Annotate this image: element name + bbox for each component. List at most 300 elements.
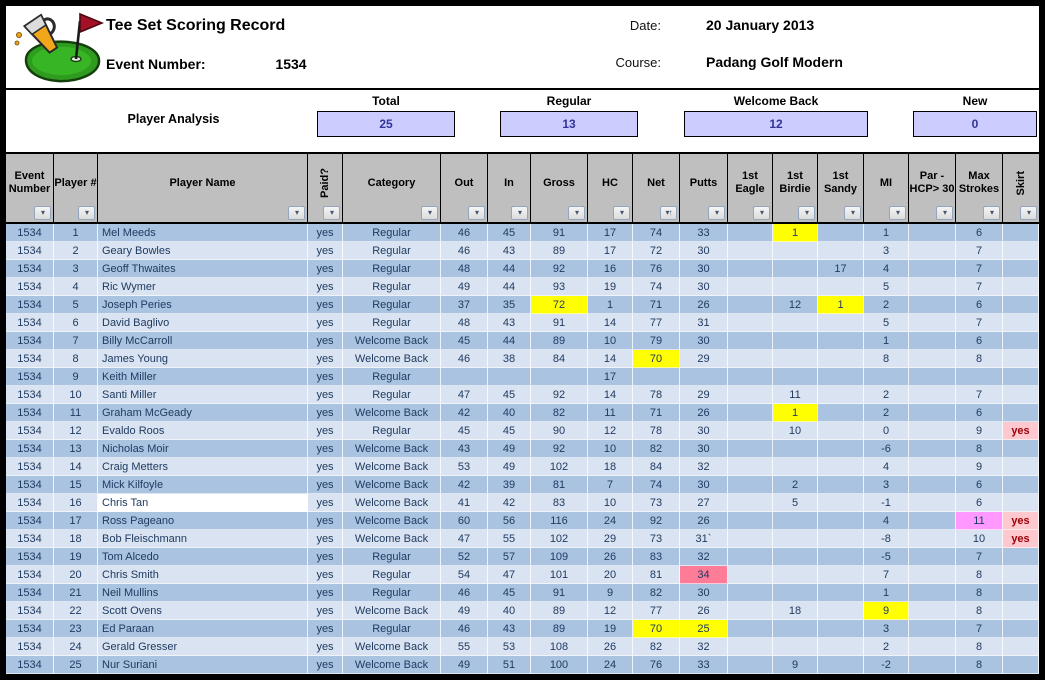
cell-parhcp[interactable] bbox=[909, 368, 956, 386]
cell-paid[interactable]: yes bbox=[308, 224, 343, 242]
cell-net[interactable]: 71 bbox=[633, 296, 680, 314]
cell-birdie[interactable] bbox=[773, 620, 818, 638]
cell-skirt[interactable] bbox=[1003, 440, 1039, 458]
cell-cat[interactable]: Regular bbox=[343, 242, 441, 260]
cell-net[interactable]: 82 bbox=[633, 638, 680, 656]
cell-cat[interactable]: Welcome Back bbox=[343, 530, 441, 548]
cell-hc[interactable]: 16 bbox=[588, 260, 633, 278]
cell-cat[interactable]: Regular bbox=[343, 224, 441, 242]
cell-in[interactable]: 38 bbox=[488, 350, 531, 368]
cell-birdie[interactable]: 18 bbox=[773, 602, 818, 620]
cell-birdie[interactable]: 11 bbox=[773, 386, 818, 404]
cell-max[interactable]: 7 bbox=[956, 260, 1003, 278]
cell-paid[interactable]: yes bbox=[308, 566, 343, 584]
cell-cat[interactable]: Welcome Back bbox=[343, 638, 441, 656]
cell-sandy[interactable] bbox=[818, 476, 864, 494]
cell-mi[interactable]: 9 bbox=[864, 602, 909, 620]
cell-gross[interactable]: 83 bbox=[531, 494, 588, 512]
cell-mi[interactable]: 2 bbox=[864, 638, 909, 656]
cell-mi[interactable]: -8 bbox=[864, 530, 909, 548]
cell-putts[interactable]: 29 bbox=[680, 386, 728, 404]
cell-paid[interactable]: yes bbox=[308, 404, 343, 422]
cell-event[interactable]: 1534 bbox=[6, 602, 54, 620]
cell-mi[interactable]: 4 bbox=[864, 260, 909, 278]
cell-mi[interactable]: 7 bbox=[864, 566, 909, 584]
cell-event[interactable]: 1534 bbox=[6, 242, 54, 260]
cell-eagle[interactable] bbox=[728, 620, 773, 638]
cell-mi[interactable]: 3 bbox=[864, 620, 909, 638]
cell-out[interactable]: 41 bbox=[441, 494, 488, 512]
cell-paid[interactable]: yes bbox=[308, 602, 343, 620]
cell-num[interactable]: 13 bbox=[54, 440, 98, 458]
cell-paid[interactable]: yes bbox=[308, 386, 343, 404]
cell-sandy[interactable] bbox=[818, 350, 864, 368]
cell-sandy[interactable] bbox=[818, 368, 864, 386]
cell-net[interactable] bbox=[633, 368, 680, 386]
course-value[interactable]: Padang Golf Modern bbox=[706, 54, 843, 70]
cell-out[interactable]: 60 bbox=[441, 512, 488, 530]
cell-hc[interactable]: 26 bbox=[588, 638, 633, 656]
cell-net[interactable]: 70 bbox=[633, 620, 680, 638]
cell-num[interactable]: 21 bbox=[54, 584, 98, 602]
cell-birdie[interactable] bbox=[773, 584, 818, 602]
cell-event[interactable]: 1534 bbox=[6, 584, 54, 602]
cell-birdie[interactable]: 2 bbox=[773, 476, 818, 494]
cell-birdie[interactable] bbox=[773, 350, 818, 368]
cell-out[interactable]: 49 bbox=[441, 278, 488, 296]
cell-parhcp[interactable] bbox=[909, 494, 956, 512]
cell-max[interactable]: 7 bbox=[956, 242, 1003, 260]
cell-putts[interactable]: 30 bbox=[680, 242, 728, 260]
cell-hc[interactable]: 26 bbox=[588, 548, 633, 566]
cell-net[interactable]: 92 bbox=[633, 512, 680, 530]
cell-gross[interactable]: 84 bbox=[531, 350, 588, 368]
cell-hc[interactable]: 1 bbox=[588, 296, 633, 314]
cell-birdie[interactable]: 9 bbox=[773, 656, 818, 674]
cell-in[interactable]: 35 bbox=[488, 296, 531, 314]
cell-max[interactable]: 6 bbox=[956, 476, 1003, 494]
cell-in[interactable]: 47 bbox=[488, 566, 531, 584]
cell-birdie[interactable]: 12 bbox=[773, 296, 818, 314]
cell-in[interactable]: 51 bbox=[488, 656, 531, 674]
filter-dropdown-icon-net[interactable]: ▾↑ bbox=[660, 206, 677, 220]
cell-net[interactable]: 74 bbox=[633, 278, 680, 296]
cell-putts[interactable]: 33 bbox=[680, 224, 728, 242]
cell-mi[interactable]: -5 bbox=[864, 548, 909, 566]
cell-putts[interactable]: 30 bbox=[680, 332, 728, 350]
cell-out[interactable]: 53 bbox=[441, 458, 488, 476]
cell-max[interactable]: 6 bbox=[956, 224, 1003, 242]
stat-total-value[interactable]: 25 bbox=[317, 111, 455, 137]
cell-hc[interactable]: 17 bbox=[588, 224, 633, 242]
cell-birdie[interactable]: 10 bbox=[773, 422, 818, 440]
cell-hc[interactable]: 14 bbox=[588, 386, 633, 404]
cell-max[interactable]: 7 bbox=[956, 278, 1003, 296]
cell-skirt[interactable] bbox=[1003, 350, 1039, 368]
cell-event[interactable]: 1534 bbox=[6, 296, 54, 314]
cell-paid[interactable]: yes bbox=[308, 638, 343, 656]
cell-mi[interactable]: 2 bbox=[864, 296, 909, 314]
filter-dropdown-icon-skirt[interactable]: ▾ bbox=[1020, 206, 1037, 220]
cell-paid[interactable]: yes bbox=[308, 548, 343, 566]
cell-skirt[interactable] bbox=[1003, 458, 1039, 476]
cell-name[interactable]: Billy McCarroll bbox=[98, 332, 308, 350]
cell-eagle[interactable] bbox=[728, 494, 773, 512]
cell-net[interactable]: 70 bbox=[633, 350, 680, 368]
cell-event[interactable]: 1534 bbox=[6, 332, 54, 350]
cell-out[interactable]: 42 bbox=[441, 404, 488, 422]
cell-name[interactable]: Ross Pageano bbox=[98, 512, 308, 530]
cell-sandy[interactable] bbox=[818, 638, 864, 656]
cell-sandy[interactable] bbox=[818, 602, 864, 620]
cell-skirt[interactable]: yes bbox=[1003, 530, 1039, 548]
cell-out[interactable]: 47 bbox=[441, 386, 488, 404]
cell-putts[interactable]: 30 bbox=[680, 584, 728, 602]
cell-parhcp[interactable] bbox=[909, 656, 956, 674]
cell-paid[interactable]: yes bbox=[308, 584, 343, 602]
cell-paid[interactable]: yes bbox=[308, 242, 343, 260]
filter-dropdown-icon-num[interactable]: ▾ bbox=[78, 206, 95, 220]
cell-out[interactable] bbox=[441, 368, 488, 386]
cell-mi[interactable]: 4 bbox=[864, 512, 909, 530]
cell-out[interactable]: 55 bbox=[441, 638, 488, 656]
cell-num[interactable]: 23 bbox=[54, 620, 98, 638]
cell-gross[interactable]: 91 bbox=[531, 314, 588, 332]
cell-hc[interactable]: 29 bbox=[588, 530, 633, 548]
cell-eagle[interactable] bbox=[728, 368, 773, 386]
cell-cat[interactable]: Welcome Back bbox=[343, 602, 441, 620]
cell-eagle[interactable] bbox=[728, 548, 773, 566]
cell-name[interactable]: Ed Paraan bbox=[98, 620, 308, 638]
cell-sandy[interactable] bbox=[818, 656, 864, 674]
cell-sandy[interactable] bbox=[818, 548, 864, 566]
cell-net[interactable]: 77 bbox=[633, 314, 680, 332]
cell-skirt[interactable] bbox=[1003, 332, 1039, 350]
cell-mi[interactable]: 0 bbox=[864, 422, 909, 440]
cell-event[interactable]: 1534 bbox=[6, 512, 54, 530]
cell-paid[interactable]: yes bbox=[308, 422, 343, 440]
cell-putts[interactable]: 26 bbox=[680, 512, 728, 530]
cell-net[interactable]: 82 bbox=[633, 440, 680, 458]
cell-sandy[interactable]: 1 bbox=[818, 296, 864, 314]
cell-in[interactable]: 39 bbox=[488, 476, 531, 494]
cell-net[interactable]: 81 bbox=[633, 566, 680, 584]
cell-parhcp[interactable] bbox=[909, 224, 956, 242]
cell-birdie[interactable] bbox=[773, 440, 818, 458]
cell-gross[interactable]: 92 bbox=[531, 440, 588, 458]
cell-event[interactable]: 1534 bbox=[6, 404, 54, 422]
cell-num[interactable]: 25 bbox=[54, 656, 98, 674]
cell-in[interactable]: 45 bbox=[488, 584, 531, 602]
filter-dropdown-icon-paid[interactable]: ▾ bbox=[323, 206, 340, 220]
cell-num[interactable]: 20 bbox=[54, 566, 98, 584]
cell-sandy[interactable] bbox=[818, 620, 864, 638]
cell-max[interactable]: 6 bbox=[956, 296, 1003, 314]
cell-in[interactable]: 45 bbox=[488, 224, 531, 242]
cell-sandy[interactable] bbox=[818, 530, 864, 548]
cell-num[interactable]: 6 bbox=[54, 314, 98, 332]
cell-net[interactable]: 83 bbox=[633, 548, 680, 566]
cell-gross[interactable] bbox=[531, 368, 588, 386]
cell-max[interactable]: 8 bbox=[956, 566, 1003, 584]
filter-dropdown-icon-sandy[interactable]: ▾ bbox=[844, 206, 861, 220]
cell-in[interactable]: 40 bbox=[488, 602, 531, 620]
cell-num[interactable]: 11 bbox=[54, 404, 98, 422]
cell-event[interactable]: 1534 bbox=[6, 260, 54, 278]
filter-dropdown-icon-eagle[interactable]: ▾ bbox=[753, 206, 770, 220]
cell-parhcp[interactable] bbox=[909, 386, 956, 404]
stat-new-value[interactable]: 0 bbox=[913, 111, 1037, 137]
cell-hc[interactable]: 24 bbox=[588, 512, 633, 530]
cell-parhcp[interactable] bbox=[909, 602, 956, 620]
cell-parhcp[interactable] bbox=[909, 314, 956, 332]
cell-num[interactable]: 10 bbox=[54, 386, 98, 404]
cell-eagle[interactable] bbox=[728, 332, 773, 350]
cell-num[interactable]: 24 bbox=[54, 638, 98, 656]
cell-parhcp[interactable] bbox=[909, 530, 956, 548]
cell-name[interactable]: Chris Smith bbox=[98, 566, 308, 584]
cell-hc[interactable]: 18 bbox=[588, 458, 633, 476]
cell-parhcp[interactable] bbox=[909, 242, 956, 260]
cell-paid[interactable]: yes bbox=[308, 296, 343, 314]
cell-eagle[interactable] bbox=[728, 350, 773, 368]
cell-mi[interactable]: 5 bbox=[864, 314, 909, 332]
cell-gross[interactable]: 72 bbox=[531, 296, 588, 314]
filter-dropdown-icon-parhcp[interactable]: ▾ bbox=[936, 206, 953, 220]
cell-event[interactable]: 1534 bbox=[6, 656, 54, 674]
cell-net[interactable]: 78 bbox=[633, 386, 680, 404]
cell-num[interactable]: 1 bbox=[54, 224, 98, 242]
cell-hc[interactable]: 14 bbox=[588, 350, 633, 368]
cell-putts[interactable]: 32 bbox=[680, 638, 728, 656]
cell-parhcp[interactable] bbox=[909, 548, 956, 566]
cell-parhcp[interactable] bbox=[909, 476, 956, 494]
cell-parhcp[interactable] bbox=[909, 296, 956, 314]
cell-num[interactable]: 8 bbox=[54, 350, 98, 368]
cell-eagle[interactable] bbox=[728, 242, 773, 260]
cell-mi[interactable]: 2 bbox=[864, 386, 909, 404]
cell-parhcp[interactable] bbox=[909, 278, 956, 296]
cell-birdie[interactable]: 5 bbox=[773, 494, 818, 512]
cell-birdie[interactable] bbox=[773, 242, 818, 260]
cell-name[interactable]: Bob Fleischmann bbox=[98, 530, 308, 548]
cell-hc[interactable]: 12 bbox=[588, 602, 633, 620]
cell-event[interactable]: 1534 bbox=[6, 566, 54, 584]
cell-parhcp[interactable] bbox=[909, 332, 956, 350]
cell-in[interactable]: 44 bbox=[488, 260, 531, 278]
cell-num[interactable]: 4 bbox=[54, 278, 98, 296]
cell-event[interactable]: 1534 bbox=[6, 458, 54, 476]
cell-name[interactable]: Geoff Thwaites bbox=[98, 260, 308, 278]
cell-skirt[interactable] bbox=[1003, 476, 1039, 494]
cell-birdie[interactable] bbox=[773, 314, 818, 332]
cell-parhcp[interactable] bbox=[909, 584, 956, 602]
filter-dropdown-icon-event[interactable]: ▾ bbox=[34, 206, 51, 220]
cell-hc[interactable]: 11 bbox=[588, 404, 633, 422]
cell-gross[interactable]: 100 bbox=[531, 656, 588, 674]
cell-birdie[interactable] bbox=[773, 332, 818, 350]
cell-cat[interactable]: Welcome Back bbox=[343, 440, 441, 458]
cell-putts[interactable]: 33 bbox=[680, 656, 728, 674]
filter-dropdown-icon-birdie[interactable]: ▾ bbox=[798, 206, 815, 220]
cell-gross[interactable]: 89 bbox=[531, 332, 588, 350]
cell-sandy[interactable] bbox=[818, 224, 864, 242]
cell-paid[interactable]: yes bbox=[308, 494, 343, 512]
cell-putts[interactable]: 30 bbox=[680, 260, 728, 278]
cell-birdie[interactable] bbox=[773, 530, 818, 548]
cell-mi[interactable]: 2 bbox=[864, 404, 909, 422]
stat-welcome-back-value[interactable]: 12 bbox=[684, 111, 868, 137]
cell-putts[interactable]: 31 bbox=[680, 314, 728, 332]
cell-net[interactable]: 76 bbox=[633, 260, 680, 278]
cell-net[interactable]: 78 bbox=[633, 422, 680, 440]
cell-paid[interactable]: yes bbox=[308, 530, 343, 548]
cell-max[interactable]: 8 bbox=[956, 656, 1003, 674]
cell-max[interactable]: 7 bbox=[956, 386, 1003, 404]
cell-event[interactable]: 1534 bbox=[6, 278, 54, 296]
cell-mi[interactable]: -1 bbox=[864, 494, 909, 512]
cell-paid[interactable]: yes bbox=[308, 620, 343, 638]
cell-sandy[interactable] bbox=[818, 242, 864, 260]
cell-skirt[interactable] bbox=[1003, 368, 1039, 386]
cell-cat[interactable]: Welcome Back bbox=[343, 476, 441, 494]
cell-cat[interactable]: Regular bbox=[343, 422, 441, 440]
cell-mi[interactable]: 3 bbox=[864, 476, 909, 494]
cell-eagle[interactable] bbox=[728, 584, 773, 602]
cell-net[interactable]: 76 bbox=[633, 656, 680, 674]
filter-dropdown-icon-mi[interactable]: ▾ bbox=[889, 206, 906, 220]
cell-in[interactable]: 49 bbox=[488, 458, 531, 476]
cell-gross[interactable]: 89 bbox=[531, 620, 588, 638]
cell-hc[interactable]: 20 bbox=[588, 566, 633, 584]
cell-birdie[interactable] bbox=[773, 368, 818, 386]
cell-eagle[interactable] bbox=[728, 602, 773, 620]
date-value[interactable]: 20 January 2013 bbox=[706, 17, 815, 33]
cell-paid[interactable]: yes bbox=[308, 458, 343, 476]
cell-hc[interactable]: 24 bbox=[588, 656, 633, 674]
cell-parhcp[interactable] bbox=[909, 566, 956, 584]
cell-net[interactable]: 73 bbox=[633, 494, 680, 512]
cell-num[interactable]: 9 bbox=[54, 368, 98, 386]
cell-eagle[interactable] bbox=[728, 458, 773, 476]
cell-birdie[interactable] bbox=[773, 278, 818, 296]
cell-eagle[interactable] bbox=[728, 386, 773, 404]
cell-eagle[interactable] bbox=[728, 278, 773, 296]
cell-out[interactable]: 45 bbox=[441, 422, 488, 440]
cell-skirt[interactable] bbox=[1003, 314, 1039, 332]
cell-skirt[interactable] bbox=[1003, 278, 1039, 296]
cell-name[interactable]: Geary Bowles bbox=[98, 242, 308, 260]
cell-net[interactable]: 77 bbox=[633, 602, 680, 620]
cell-birdie[interactable] bbox=[773, 512, 818, 530]
cell-event[interactable]: 1534 bbox=[6, 314, 54, 332]
cell-name[interactable]: Mick Kilfoyle bbox=[98, 476, 308, 494]
cell-paid[interactable]: yes bbox=[308, 332, 343, 350]
cell-max[interactable]: 6 bbox=[956, 494, 1003, 512]
cell-in[interactable]: 45 bbox=[488, 422, 531, 440]
cell-skirt[interactable] bbox=[1003, 566, 1039, 584]
cell-in[interactable]: 43 bbox=[488, 620, 531, 638]
cell-in[interactable]: 42 bbox=[488, 494, 531, 512]
cell-putts[interactable]: 27 bbox=[680, 494, 728, 512]
filter-dropdown-icon-hc[interactable]: ▾ bbox=[613, 206, 630, 220]
cell-hc[interactable]: 10 bbox=[588, 494, 633, 512]
cell-eagle[interactable] bbox=[728, 422, 773, 440]
cell-skirt[interactable]: yes bbox=[1003, 512, 1039, 530]
cell-gross[interactable]: 90 bbox=[531, 422, 588, 440]
cell-num[interactable]: 7 bbox=[54, 332, 98, 350]
cell-out[interactable]: 46 bbox=[441, 350, 488, 368]
cell-max[interactable]: 8 bbox=[956, 350, 1003, 368]
cell-out[interactable]: 49 bbox=[441, 656, 488, 674]
cell-putts[interactable]: 32 bbox=[680, 548, 728, 566]
cell-event[interactable]: 1534 bbox=[6, 530, 54, 548]
cell-max[interactable]: 9 bbox=[956, 422, 1003, 440]
cell-skirt[interactable] bbox=[1003, 224, 1039, 242]
cell-hc[interactable]: 10 bbox=[588, 440, 633, 458]
cell-skirt[interactable] bbox=[1003, 260, 1039, 278]
cell-event[interactable]: 1534 bbox=[6, 224, 54, 242]
cell-sandy[interactable] bbox=[818, 314, 864, 332]
cell-cat[interactable]: Welcome Back bbox=[343, 350, 441, 368]
cell-in[interactable]: 40 bbox=[488, 404, 531, 422]
cell-skirt[interactable] bbox=[1003, 494, 1039, 512]
cell-sandy[interactable] bbox=[818, 458, 864, 476]
cell-cat[interactable]: Regular bbox=[343, 548, 441, 566]
cell-num[interactable]: 15 bbox=[54, 476, 98, 494]
cell-parhcp[interactable] bbox=[909, 404, 956, 422]
cell-name[interactable]: Tom Alcedo bbox=[98, 548, 308, 566]
cell-gross[interactable]: 91 bbox=[531, 584, 588, 602]
cell-skirt[interactable] bbox=[1003, 296, 1039, 314]
cell-max[interactable]: 8 bbox=[956, 602, 1003, 620]
cell-mi[interactable]: 3 bbox=[864, 242, 909, 260]
cell-out[interactable]: 47 bbox=[441, 530, 488, 548]
cell-event[interactable]: 1534 bbox=[6, 476, 54, 494]
cell-name[interactable]: Chris Tan bbox=[98, 494, 308, 512]
cell-eagle[interactable] bbox=[728, 512, 773, 530]
cell-name[interactable]: Gerald Gresser bbox=[98, 638, 308, 656]
cell-skirt[interactable] bbox=[1003, 242, 1039, 260]
cell-sandy[interactable] bbox=[818, 386, 864, 404]
cell-name[interactable]: Neil Mullins bbox=[98, 584, 308, 602]
cell-max[interactable]: 8 bbox=[956, 584, 1003, 602]
cell-putts[interactable]: 32 bbox=[680, 458, 728, 476]
cell-gross[interactable]: 116 bbox=[531, 512, 588, 530]
cell-birdie[interactable] bbox=[773, 260, 818, 278]
cell-max[interactable]: 7 bbox=[956, 620, 1003, 638]
cell-name[interactable]: Santi Miller bbox=[98, 386, 308, 404]
cell-parhcp[interactable] bbox=[909, 260, 956, 278]
cell-skirt[interactable] bbox=[1003, 404, 1039, 422]
cell-cat[interactable]: Regular bbox=[343, 314, 441, 332]
cell-in[interactable]: 49 bbox=[488, 440, 531, 458]
cell-name[interactable]: Scott Ovens bbox=[98, 602, 308, 620]
cell-cat[interactable]: Regular bbox=[343, 368, 441, 386]
filter-dropdown-icon-in[interactable]: ▾ bbox=[511, 206, 528, 220]
cell-skirt[interactable] bbox=[1003, 656, 1039, 674]
cell-sandy[interactable] bbox=[818, 404, 864, 422]
cell-cat[interactable]: Regular bbox=[343, 278, 441, 296]
cell-putts[interactable]: 30 bbox=[680, 440, 728, 458]
event-number-value[interactable]: 1534 bbox=[275, 56, 307, 72]
cell-skirt[interactable] bbox=[1003, 584, 1039, 602]
cell-out[interactable]: 48 bbox=[441, 260, 488, 278]
cell-birdie[interactable]: 1 bbox=[773, 224, 818, 242]
cell-cat[interactable]: Regular bbox=[343, 584, 441, 602]
cell-cat[interactable]: Welcome Back bbox=[343, 494, 441, 512]
cell-hc[interactable]: 17 bbox=[588, 242, 633, 260]
